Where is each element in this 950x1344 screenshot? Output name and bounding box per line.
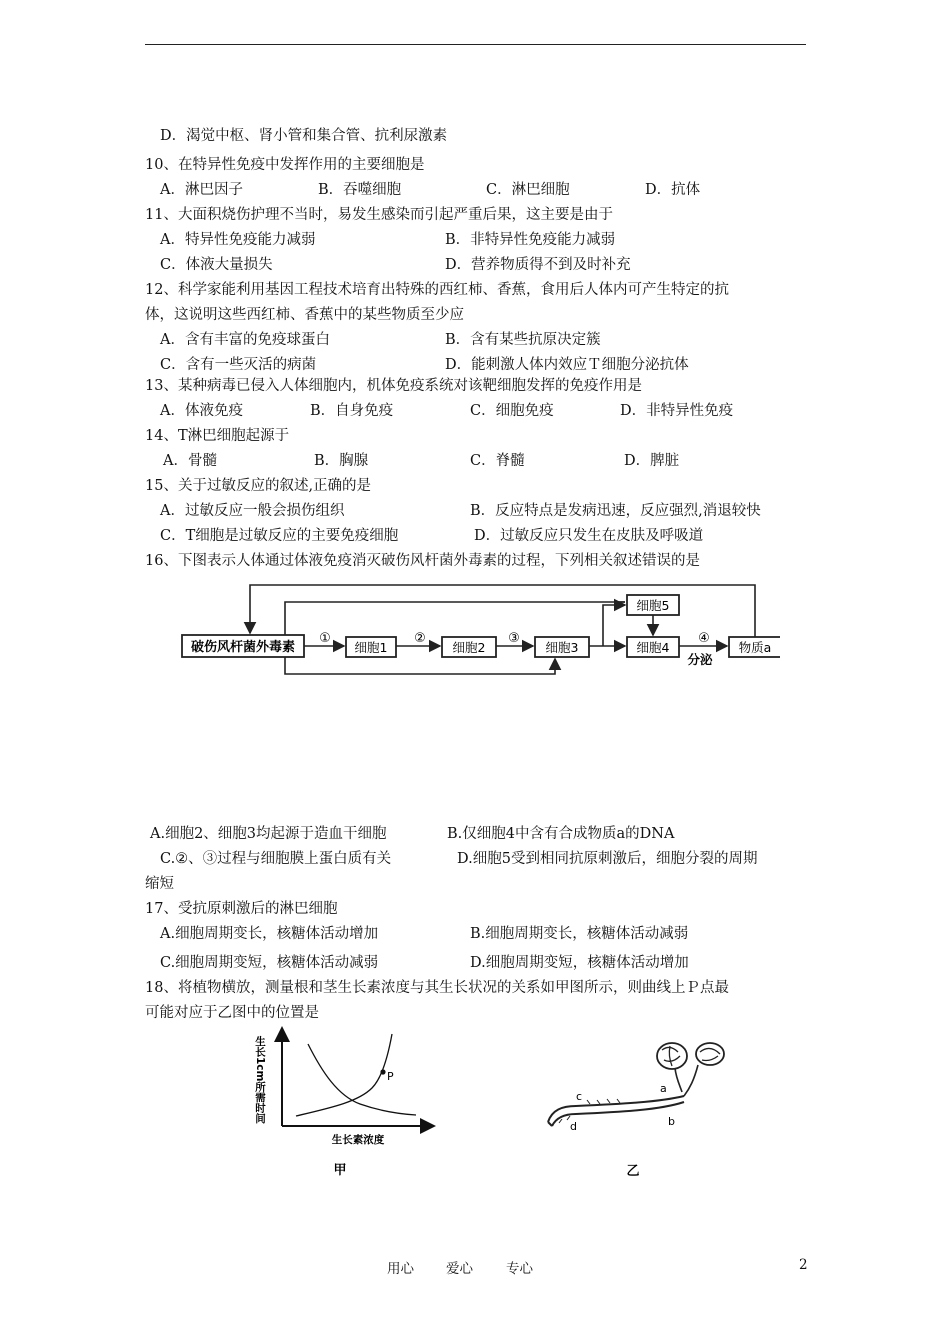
- label-cell3: 细胞3: [545, 640, 579, 655]
- jia-ylabel: 生长1cm所需时间: [254, 1036, 266, 1124]
- immune-flow-diagram: [180, 578, 780, 678]
- q11-stem: 11、大面积烧伤护理不当时，易发生感染而引起严重后果，这主要是由于: [145, 207, 613, 223]
- q11-option-b: B．非特异性免疫能力减弱: [445, 232, 616, 248]
- label-substance: 物质a: [738, 640, 772, 655]
- q16-option-c: C.②、③过程与细胞膜上蛋白质有关: [160, 851, 392, 867]
- q18-stem-line1: 18、将植物横放，测量根和茎生长素浓度与其生长状况的关系如甲图所示，则曲线上Ｐ点最: [145, 980, 729, 996]
- jia-point-label: P: [387, 1070, 394, 1083]
- q11-option-d: D．营养物质得不到及时补充: [445, 257, 631, 273]
- q14-option-b: B．胸腺: [314, 453, 369, 469]
- q16-option-d-line2: 缩短: [145, 876, 174, 892]
- yi-label-c: c: [576, 1090, 583, 1103]
- footer-motto-3: 专心: [506, 1261, 533, 1277]
- q10-option-a: A．淋巴因子: [160, 182, 243, 198]
- header-rule: [145, 44, 806, 45]
- q11-option-a: A．特异性免疫能力减弱: [160, 232, 316, 248]
- q12-option-c: C．含有一些灭活的病菌: [160, 357, 317, 373]
- q13-stem: 13、某种病毒已侵入人体细胞内，机体免疫系统对该靶细胞发挥的免疫作用是: [145, 378, 642, 394]
- label-cell1: 细胞1: [354, 640, 388, 655]
- q13-option-c: C．细胞免疫: [470, 403, 554, 419]
- q14-option-d: D．脾脏: [624, 453, 680, 469]
- q13-option-b: B．自身免疫: [310, 403, 394, 419]
- jia-curve-increasing: [296, 1034, 392, 1116]
- label-cell4: 细胞4: [636, 640, 670, 655]
- q15-stem: 15、关于过敏反应的叙述,正确的是: [145, 478, 372, 494]
- q17-option-d: D.细胞周期变短，核糖体活动增加: [470, 955, 689, 971]
- q16-option-a: A.细胞2、细胞3均起源于造血干细胞: [150, 826, 387, 842]
- q10-option-c: C．淋巴细胞: [486, 182, 570, 198]
- q15-option-b: B．反应特点是发病迅速，反应强烈,消退较快: [470, 503, 761, 519]
- q16-option-d-line1: D.细胞5受到相同抗原刺激后，细胞分裂的周期: [457, 851, 758, 867]
- jia-caption: 甲: [333, 1163, 347, 1178]
- q17-option-c: C.细胞周期变短，核糖体活动减弱: [160, 955, 379, 971]
- q12-stem-line1: 12、科学家能利用基因工程技术培育出特殊的西红柿、香蕉，食用后人体内可产生特定的抗: [145, 282, 729, 298]
- step1-label: ①: [319, 631, 331, 646]
- q12-stem-line2: 体，这说明这些西红柿、香蕉中的某些物质至少应: [145, 307, 464, 323]
- q12-option-b: B．含有某些抗原决定簇: [445, 332, 601, 348]
- footer-motto-1: 用心: [387, 1261, 414, 1277]
- q17-option-a: A.细胞周期变长，核糖体活动增加: [160, 926, 379, 942]
- jia-xlabel: 生长素浓度: [331, 1134, 385, 1146]
- q16-option-b: B.仅细胞4中含有合成物质a的DNA: [447, 826, 675, 842]
- yi-label-b: b: [668, 1115, 675, 1128]
- figure-jia-graph: [250, 1022, 450, 1182]
- page-number: 2: [799, 1257, 808, 1273]
- q14-option-c: C．脊髓: [470, 453, 525, 469]
- q11-option-c: C．体液大量损失: [160, 257, 273, 273]
- q15-option-c: C．T细胞是过敏反应的主要免疫细胞: [160, 528, 399, 544]
- label-cell5: 细胞5: [636, 598, 670, 613]
- footer-motto-2: 爱心: [446, 1261, 473, 1277]
- q14-stem: 14、T淋巴细胞起源于: [145, 428, 290, 444]
- yi-caption: 乙: [626, 1164, 640, 1179]
- plant-leaves: [657, 1043, 724, 1069]
- q15-option-d: D．过敏反应只发生在皮肤及呼吸道: [474, 528, 704, 544]
- jia-point-p: [380, 1069, 385, 1074]
- q18-stem-line2: 可能对应于乙图中的位置是: [145, 1005, 319, 1021]
- q16-stem: 16、下图表示人体通过体液免疫消灭破伤风杆菌外毒素的过程，下列相关叙述错误的是: [145, 553, 700, 569]
- q12-option-a: A．含有丰富的免疫球蛋白: [160, 332, 330, 348]
- step2-label: ②: [414, 631, 426, 646]
- q17-option-b: B.细胞周期变长，核糖体活动减弱: [470, 926, 689, 942]
- q10-stem: 10、在特异性免疫中发挥作用的主要细胞是: [145, 157, 425, 173]
- figure-yi-plant: [540, 1030, 740, 1180]
- secrete-label: 分泌: [687, 652, 713, 667]
- q12-option-d: D．能刺激人体内效应Ｔ细胞分泌抗体: [445, 357, 689, 373]
- label-toxin: 破伤风杆菌外毒素: [190, 640, 296, 655]
- q10-option-b: B．吞噬细胞: [318, 182, 402, 198]
- q14-option-a: A．骨髓: [163, 453, 217, 469]
- jia-curve-decreasing: [308, 1044, 416, 1115]
- q10-option-d: D．抗体: [645, 182, 701, 198]
- step3-label: ③: [508, 631, 520, 646]
- yi-label-d: d: [570, 1120, 577, 1133]
- step4-label: ④: [698, 631, 710, 646]
- q13-option-a: A．体液免疫: [160, 403, 243, 419]
- label-cell2: 细胞2: [452, 640, 486, 655]
- q15-option-a: A．过敏反应一般会损伤组织: [160, 503, 345, 519]
- yi-label-a: a: [660, 1082, 667, 1095]
- q13-option-d: D．非特异性免疫: [620, 403, 734, 419]
- q9-option-d: D．渴觉中枢、肾小管和集合管、抗利尿激素: [160, 128, 448, 144]
- q17-stem: 17、受抗原刺激后的淋巴细胞: [145, 901, 338, 917]
